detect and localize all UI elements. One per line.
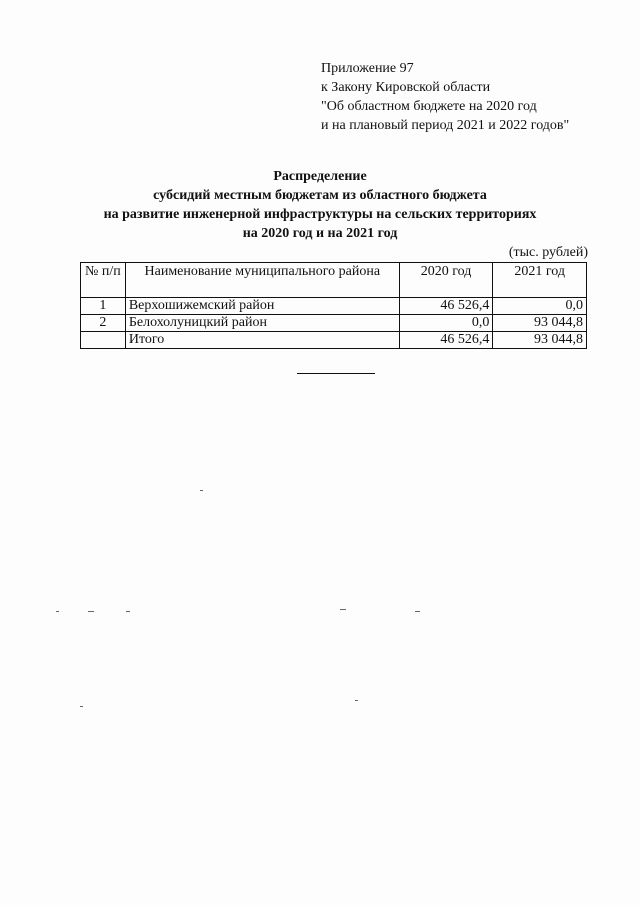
row-2021: 93 044,8 (493, 315, 587, 332)
header-2021: 2021 год (493, 263, 587, 298)
title-line-2: субсидий местным бюджетам из областного бюджета (153, 188, 487, 203)
table-total-row (81, 332, 587, 349)
table-row (81, 315, 587, 332)
row-name: Белохолуницкий район (125, 315, 399, 332)
title-line-1: Распределение (273, 169, 367, 184)
total-2021: 93 044,8 (493, 332, 587, 349)
scan-speck (200, 490, 203, 491)
appendix-line-1: Приложение 97 (321, 61, 414, 76)
appendix-line-4: и на плановый период 2021 и 2022 годов" (321, 118, 570, 133)
total-num (81, 332, 126, 349)
header-2020: 2020 год (399, 263, 493, 298)
appendix-line-3: "Об областном бюджете на 2020 год (321, 99, 537, 114)
header-name: Наименование муниципального района (125, 263, 399, 298)
title-line-3: на развитие инженерной инфраструктуры на сельских территориях (103, 207, 537, 222)
table-row (81, 298, 587, 315)
appendix-line-2: к Закону Кировской области (321, 80, 491, 95)
scan-speck (340, 609, 346, 610)
appendix-header (321, 59, 569, 135)
scan-speck (80, 706, 83, 707)
row-2020: 0,0 (399, 315, 493, 332)
units-label: (тыс. рублей) (508, 245, 588, 260)
total-name: Итого (125, 332, 399, 349)
row-num: 2 (81, 315, 126, 332)
subsidy-table (80, 262, 587, 349)
total-2020: 46 526,4 (399, 332, 493, 349)
title-line-4: на 2020 год и на 2021 год (242, 226, 398, 241)
row-2021: 0,0 (493, 298, 587, 315)
row-num: 1 (81, 298, 126, 315)
row-2020: 46 526,4 (399, 298, 493, 315)
scan-speck (126, 611, 130, 612)
document-title (0, 167, 640, 243)
table-header-row (81, 263, 587, 298)
scan-speck (88, 611, 94, 612)
scan-speck (56, 611, 59, 612)
scan-speck (415, 611, 420, 612)
row-name: Верхошижемский район (125, 298, 399, 315)
header-num: № п/п (81, 263, 126, 298)
scan-speck (355, 700, 358, 701)
end-divider (297, 373, 375, 374)
